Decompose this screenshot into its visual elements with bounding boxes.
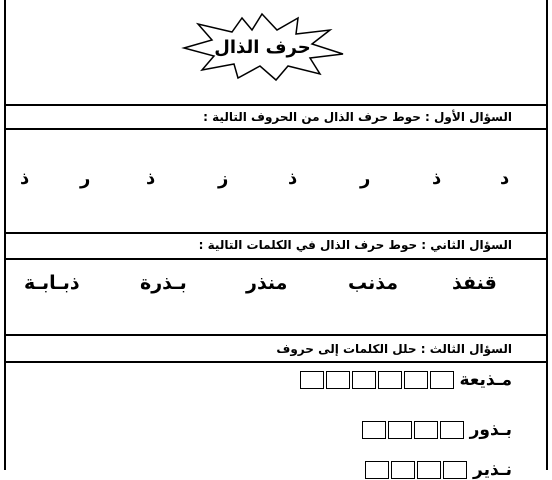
split-word: بـذور (469, 420, 512, 440)
divider (4, 361, 548, 363)
split-word-row (298, 370, 512, 390)
word-option[interactable]: مذنب (348, 272, 398, 294)
letter-box[interactable] (362, 421, 386, 439)
letter-boxes (298, 371, 454, 389)
word-option[interactable]: بـذرة (140, 272, 187, 294)
divider (4, 258, 548, 260)
word-option[interactable]: ذبـابـة (24, 272, 80, 294)
page-title: حرف الذال (214, 36, 311, 58)
split-word-row (360, 420, 512, 440)
letter-boxes (360, 421, 464, 439)
letter-box[interactable] (414, 421, 438, 439)
word-option[interactable]: قنفذ (452, 272, 497, 294)
split-word-row (363, 460, 512, 480)
letter-option[interactable]: ذ (288, 168, 298, 189)
divider (4, 128, 548, 130)
split-word: نـذير (473, 460, 512, 480)
letter-option[interactable]: ر (360, 168, 371, 189)
divider (4, 104, 548, 106)
word-option[interactable]: منذر (246, 272, 288, 294)
letter-option[interactable]: ذ (146, 168, 156, 189)
letter-box[interactable] (378, 371, 402, 389)
letter-option[interactable]: د (500, 168, 510, 189)
split-word: مـذيعة (459, 370, 512, 390)
question-1-title: السؤال الأول : حوط حرف الذال من الحروف التالية : (203, 110, 512, 124)
letter-box[interactable] (388, 421, 412, 439)
letter-box[interactable] (440, 421, 464, 439)
letter-box[interactable] (404, 371, 428, 389)
letter-box[interactable] (365, 461, 389, 479)
question-2-title: السؤال الثاني : حوط حرف الذال في الكلمات التالية : (198, 238, 512, 252)
letter-box[interactable] (417, 461, 441, 479)
divider (4, 334, 548, 336)
letter-option[interactable]: ر (80, 168, 91, 189)
letter-option[interactable]: ذ (20, 168, 30, 189)
divider (4, 232, 548, 234)
letter-boxes (363, 461, 467, 479)
letter-box[interactable] (300, 371, 324, 389)
letter-box[interactable] (352, 371, 376, 389)
title-star (180, 12, 345, 82)
letter-box[interactable] (430, 371, 454, 389)
letter-box[interactable] (326, 371, 350, 389)
letter-option[interactable]: ذ (432, 168, 442, 189)
letter-box[interactable] (391, 461, 415, 479)
letter-box[interactable] (443, 461, 467, 479)
question-3-title: السؤال الثالث : حلل الكلمات إلى حروف (276, 342, 512, 356)
letter-option[interactable]: ز (218, 168, 229, 189)
